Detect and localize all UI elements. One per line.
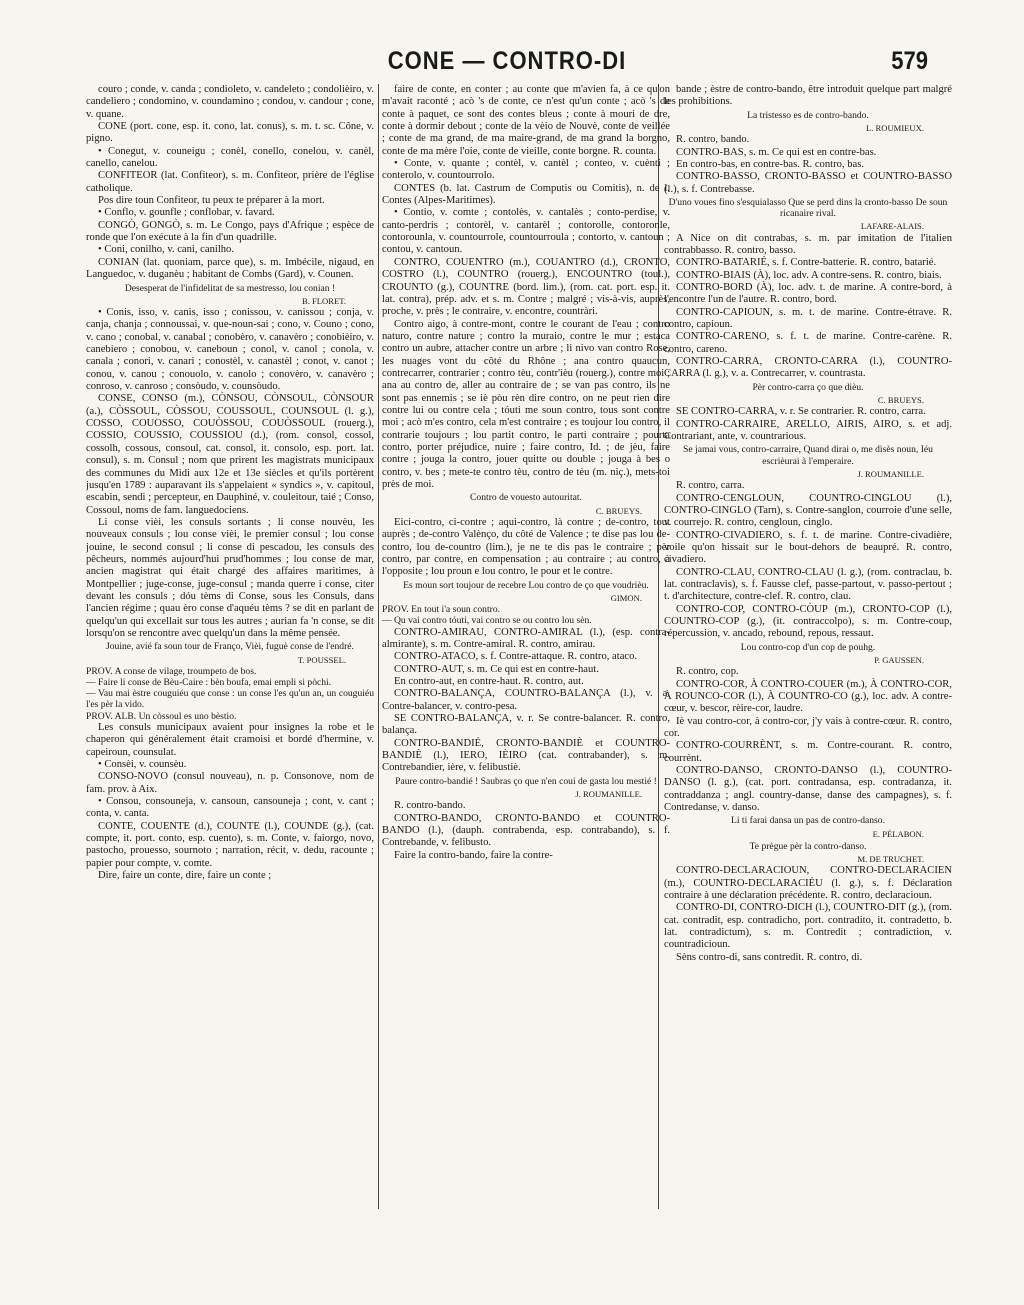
- entry-paragraph: SE CONTRO-CARRA, v. r. Se contrarier. R. contro, carra.: [676, 406, 926, 418]
- entry-paragraph: CONTRO-CARRAIRE, ARELLO, AIRIS, AIRO, s. et adj. Contrariant, ante, v. countrarious.: [664, 418, 952, 443]
- proverb: — Vau mai èstre couguiéu que conse : un conse l'es qu'un an, un couguiéu l'es pèr la vido.: [86, 688, 374, 711]
- entry-paragraph: CONTRO-CAPIOUN, s. m. t. de marine. Contre-étrave. R. contro, capioun.: [664, 306, 952, 331]
- entry-paragraph: CONTRO-CIVADIERO, s. f. t. de marine. Contre-civadière, voile qu'on hissait sur le bout-dehors de beaupré. R. contro, civadiero.: [664, 529, 952, 566]
- quotation: Li ti farai dansa un pas de contro-danso.: [731, 815, 885, 827]
- entry-paragraph: CONTRO-BALANÇA, COUNTRO-BALANÇA (l.), v. a. Contre-balancer, v. contro-pesa.: [382, 688, 670, 712]
- entry-paragraph: Li conse vièi, les consuls sortants ; li conse nouvèu, les nouveaux consuls ; lou conse vièi, le premier consul ; lou conse jouine, le second consul ; li conse di pescadou, les consuls des pêcheurs, nommés aujourd'hui prud'hommes ; lou conse de mar, ancien magistrat qui était chargé des affaires maritimes, à Montpellier ; juge-conse, juge-consul ; manda querre i conse, citer devant les consuls ; dóu tèms di Conse, sous les Consuls, dans l'ancien régime ; quau èro conse d'aquéu tèms ? se dit en parlant de quelqu'un qui excellait sur tous les autres ; aurian fa 'n conse, se dit lorsqu'on se rencontre avec quelqu'un dans la même pensée.: [86, 516, 374, 639]
- quotation-author: E. PÉLABON.: [872, 828, 924, 839]
- entry-paragraph: bande ; èstre de contro-bando, être introduit quelque part malgré les prohibitions.: [664, 84, 952, 108]
- entry-paragraph: faire de conte, en conter ; au conte que m'avien fa, à ce qu'on m'avait raconté ; acò 's de conte, ce n'est qu'un conte ; acò 's de conte à paquet, ce sont des contes bleus ; conte à mouri de dre, conte à dormir debout ; conte de la vèio de Nouvè, conte de veillée ; conte de ma grand, de ma maire-grand, de ma grand la borgno, conte de ma mère l'oie, conte de vieille, conte borgne. R. counta.: [382, 84, 670, 157]
- quotation-author: C. BRUEYS.: [595, 505, 642, 516]
- entry-paragraph: • Coni, conilho, v. cani, canilho.: [98, 244, 235, 256]
- entry-paragraph: Contro aigo, à contre-mont, contre le courant de l'eau ; contro naturo, contre nature ; contro la muraio, contre le mur ; estaca contro un aubre, attacher contre un arbre ; li nivo van contro Rose, les nuages vont du côté du Rhône ; ana contro quaucun, contrecarrer, contrarier ; contro tèu, contr'ièu (rouerg.), contre moi ; ana au contro de, aller au contraire de ; se van pas contro, ils ne sont pas ennemis ; se iè pòu rèn dire contro, on ne peut rien dire contre lui ou contre cela ; tóuti me soun contro, tous sont contre moi ; acò m'es contro, cela m'est contraire ; es toujour lou contro, il contrarie toujours ; lou partit contro, le parti contraire ; pourta contro, porter préjudice, nuire ; faire contro, Id. ; de jèu, faire contre ; jouga la contro, jouer quitte ou double ; jouga à bes o contro, v. bes ; mete-te contro tèu, contro de tèu (m. niç.), mets-toi près de moi.: [382, 318, 670, 490]
- proverb: PROV. ALB. Un còssoul es uno bèstio.: [86, 710, 237, 722]
- entry-paragraph: • Conis, isso, v. canis, isso ; conissou, v. canissou ; conja, v. canja, chanja ; connoussai, v. que-noun-sai ; cono, v. Couno ; cono, v. cano ; conobal, v. canabal ; conobèro, v. canavèro ; conobièiro, v. canebiero ; conobou, v. caneboun ; conol, v. canol ; conola, v. canala ; conori, v. canari ; conostèl, v. canastèl ; conot, v. canot ; conou, v. canou ; conouolo, v. canolo ; conovèro, v. canavèro ; conroso, v. canroso ; consòudo, v. counsòudo.: [86, 307, 374, 393]
- entry-paragraph: CONTRO-AMIRAU, CONTRO-AMIRAL (l.), (esp. contra-almirante), s. m. Contre-amiral. R. contro, amirau.: [382, 626, 670, 650]
- entry-paragraph: CONTRO-BANDO, CRONTO-BANDO et COUNTRO-BANDO (l.), (dauph. contrabenda, esp. contrabando), s. f. Contrebande, v. felibusto.: [382, 812, 670, 849]
- entry-paragraph: CONTRO-CENGLOUN, COUNTRO-CINGLOU (l.), CONTRO-CINGLO (Tarn), s. Contre-sanglon, courroie d'une selle, v. courrejo. R. contro, cengloun, cinglo.: [664, 492, 952, 529]
- entry-paragraph: CONTES (b. lat. Castrum de Computis ou Comitis), n. de l. Contes (Alpes-Maritimes).: [382, 182, 670, 207]
- entry-paragraph: En contro-aut, en contre-haut. R. contro, aut.: [394, 675, 584, 687]
- entry-paragraph: CONTRO-DANSO, CRONTO-DANSO (l.), COUNTRO-DANSO (l. g.), (cat. port. contradansa, esp. contradanza, it. contraddanza ; angl. country-danse, danse des campagnes), s. f. Contredanse, v. danso.: [664, 764, 952, 813]
- quotation-author: P. GAUSSEN.: [874, 654, 924, 665]
- entry-paragraph: CONTRO-BORD (À), loc. adv. t. de marine. A contre-bord, à l'encontre l'un de l'autre. R. contro, bord.: [664, 282, 952, 306]
- quotation-author: J. ROUMANILLE.: [575, 788, 642, 799]
- column-1: [86, 84, 374, 1214]
- entry-paragraph: CONTRO-CLAU, CONTRO-CLAU (l. g.), (rom. contraclau, b. lat. contraclavis), s. f. Fausse clef, passe-partout, v. passo-pertout ; t. d'architecture, contre-clef. R. contro, clau.: [664, 566, 952, 603]
- quotation-author: L. ROUMIEUX.: [865, 122, 924, 133]
- entry-paragraph: CONTRO-ATACO, s. f. Contre-attaque. R. contro, ataco.: [394, 651, 638, 663]
- quotation: Es moun sort toujour de recebre Lou contro de ço que voudrièu.: [403, 579, 649, 591]
- entry-paragraph: CONTRO-AUT, s. m. Ce qui est en contre-haut.: [394, 663, 599, 675]
- running-head: CONE — CONTRO-DI: [387, 46, 627, 75]
- quotation: Se jamai vous, contro-carraire, Quand dirai o, me disès noun, Iéu escrièurai à l'emperaire.: [683, 444, 933, 467]
- entry-paragraph: CONGÒ, GONGÒ, s. m. Le Congo, pays d'Afrique ; espèce de ronde que l'on exécute à la fin d'un quadrille.: [86, 219, 374, 244]
- entry-paragraph: CONSO-NOVO (consul nouveau), n. p. Consonove, nom de fam. prov. à Aix.: [86, 771, 374, 795]
- entry-paragraph: CONE (port. cone, esp. it. cono, lat. conus), s. m. t. sc. Cône, v. pigno.: [86, 121, 374, 145]
- quotation-author: LAFARE-ALAIS.: [860, 221, 924, 232]
- entry-paragraph: CONTRO-DECLARACIOUN, CONTRO-DECLARACIEN (m.), COUNTRO-DECLARACIÉU (l. g.), s. f. Déclaration contraire à une déclaration précédente. R. contro, declaracioun.: [664, 865, 952, 902]
- column-2: [382, 84, 670, 1214]
- entry-paragraph: • Contio, v. comte ; contolès, v. cantalès ; conto-perdise, v. canto-perdris ; contorèl, v. cantarèl ; contorolle, contoronle, contorounla, v. countourrole, countourroula ; contorto, v. cantoun ; contou, v. cantoun.: [382, 207, 670, 256]
- entry-paragraph: • Consèi, v. counsèu.: [98, 758, 187, 770]
- entry-paragraph: CONTRO-BATARIÉ, s. f. Contre-batterie. R. contro, batarié.: [676, 257, 937, 269]
- entry-paragraph: Pos dire toun Confiteor, tu peux te préparer à la mort.: [98, 195, 325, 207]
- quotation: Jouine, avié fa soun tour de Franço, Vièi, fuguè conse de l'endré.: [106, 641, 354, 653]
- entry-paragraph: CONFITEOR (lat. Confiteor), s. m. Confiteor, prière de l'église catholique.: [86, 170, 374, 194]
- entry-paragraph: R. contro, cop.: [676, 666, 739, 678]
- proverb: — Faire li conse de Bèu-Caire : bèn boufa, emai empli si pòchi.: [86, 677, 332, 689]
- column-3: [664, 84, 952, 1214]
- entry-paragraph: CONTRO-COP, CONTRO-CÒUP (m.), CRONTO-COP (l.), COUNTRO-COP (g.), (it. contraccolpo), s. m. Contre-coup, répercussion, v. ancado, rebound, repous, ressaut.: [664, 603, 952, 640]
- quotation-author: M. DE TRUCHET.: [857, 854, 924, 865]
- entry-paragraph: Iè vau contro-cor, à contro-cor, j'y vais à contre-cœur. R. contro, cor.: [664, 715, 952, 739]
- entry-paragraph: couro ; conde, v. canda ; condioleto, v. candeleto ; condolièiro, v. candeliero ; condomino, v. coundamino ; condou, v. candour ; cone, v. quane.: [86, 84, 374, 120]
- entry-paragraph: R. contro-bando.: [394, 800, 466, 812]
- quotation: Te prègue pèr la contro-danso.: [749, 840, 867, 852]
- quotation: Pèr contro-carra ço que dièu.: [752, 381, 864, 393]
- entry-paragraph: CONTRO-BIAIS (À), loc. adv. A contre-sens. R. contro, biais.: [676, 269, 942, 281]
- quotation-author: J. ROUMANILLE.: [857, 468, 924, 479]
- entry-paragraph: SE CONTRO-BALANÇA, v. r. Se contre-balancer. R. contro, balança.: [382, 712, 670, 737]
- entry-paragraph: R. contro, carra.: [676, 480, 745, 492]
- column-rule-1: [378, 84, 379, 1209]
- quotation-author: C. BRUEYS.: [877, 395, 924, 406]
- quotation: Paure contro-bandié ! Saubras ço que n'en coui de gasta lou mestié !: [395, 775, 657, 787]
- proverb: — Qu vai contro tóuti, vai contro se ou contro lou sèn.: [382, 615, 592, 627]
- entry-paragraph: CONTRO-CARENO, s. f. t. de marine. Contre-carène. R. contro, careno.: [664, 331, 952, 355]
- entry-paragraph: • Conte, v. quante ; contèl, v. cantèl ; conteo, v. cuènti ; conterolo, v. countourrolo.: [382, 158, 670, 182]
- entry-paragraph: En contro-bas, en contre-bas. R. contro, bas.: [676, 158, 864, 170]
- entry-paragraph: Sèns contro-di, sans contredit. R. contro, di.: [676, 951, 863, 963]
- quotation-author: GIMON.: [610, 592, 642, 603]
- entry-paragraph: CONTRO-COURRÈNT, s. m. Contre-courant. R. contro, courrènt.: [664, 740, 952, 764]
- entry-paragraph: Faire la contro-bando, faire la contre-: [394, 849, 553, 861]
- quotation: Desesperat de l'infidelitat de sa mestresso, lou conian !: [124, 282, 336, 294]
- quotation: Contro de vouesto autouritat.: [470, 492, 582, 504]
- entry-paragraph: CONTRO-BAS, s. m. Ce qui est en contre-bas.: [676, 146, 877, 158]
- quotation: D'uno voues fino s'esquialasso Que se perd dins la cronto-basso De soun ricanaire rival.: [668, 196, 948, 220]
- entry-paragraph: CONTRO-COR, À CONTRO-COUER (m.), À CONTRO-COR, À ROUNCO-COR (l.), À COUNTRO-CO (g.), loc. adv. A contre-cœur, v. bescor, rèire-cor, laudre.: [664, 678, 952, 715]
- proverb: PROV. A conse de vilage, troumpeto de bos.: [86, 665, 257, 677]
- entry-paragraph: CONTRO-BANDIÉ, CRONTO-BANDIÈ et COUNTRO-BANDIÈ (l.), IERO, IÈIRO (cat. contrabander), s. m. Contrebandier, ière, v. felibustiè.: [382, 737, 670, 774]
- entry-paragraph: A Nice on dit contrabas, s. m. par imitation de l'italien contrabbasso. R. contro, basso.: [664, 232, 952, 257]
- entry-paragraph: CONTRO-CARRA, CRONTO-CARRA (l.), COUNTRO-CARRA (l. g.), v. a. Contrecarrer, v. countrasta.: [664, 356, 952, 380]
- entry-paragraph: Les consuls municipaux avaient pour insignes la robe et le chaperon qui généralement était cramoisi et bordé d'hermine, v. capeiroun, counsulat.: [86, 721, 374, 758]
- entry-paragraph: CONTRO-DI, CONTRO-DICH (l.), COUNTRO-DIT (g.), (rom. cat. contradit, esp. contradicho, port. contradito, it. contradetto, b. lat. contradictum), s. m. Contredit ; contradiction, v. countradicioun.: [664, 902, 952, 951]
- entry-paragraph: Eici-contro, ci-contre ; aqui-contro, là contre ; de-contro, tout auprès ; de-contro Valènço, du côté de Valence ; te dise pas lou de-contro, lou de-countro (lim.), je ne te dis pas le contraire ; pèr contro, par contre, en compensation ; au contraire ; au contro, à l'opposite ; lou proun e lou contro, le pour et le contre.: [382, 516, 670, 578]
- entry-paragraph: CONTRO, COUENTRO (m.), COUANTRO (d.), CRONTO, COSTRO (l.), COUNTRO (rouerg.), ENCOUNTRO (toul.), CROUNTO (g.), COUNTRE (bord. lim.), (rom. cat. port. esp. it. lat. contra), prép. adv. et s. m. Contre ; malgré ; vis-à-vis, auprès, proche, v. près ; le contraire, v. encontre, countràri.: [382, 256, 670, 318]
- entry-paragraph: • Conflo, v. gounfle ; conflobar, v. favard.: [98, 207, 275, 219]
- proverb: PROV. En tout i'a soun contro.: [382, 604, 501, 616]
- page-header: [86, 48, 928, 78]
- entry-paragraph: Dire, faire un conte, dire, faire un conte ;: [98, 870, 272, 882]
- quotation-author: T. POUSSEL.: [297, 654, 346, 665]
- entry-paragraph: CONTRO-BASSO, CRONTO-BASSO et COUNTRO-BASSO (l.), s. f. Contrebasse.: [664, 171, 952, 195]
- quotation: Lou contro-cop d'un cop de pouhg.: [740, 641, 876, 653]
- entry-paragraph: CONIAN (lat. quoniam, parce que), s. m. Imbécile, nigaud, en Languedoc, v. duganèu ; habitant de Combs (Gard), v. Counen.: [86, 256, 374, 281]
- entry-paragraph: R. contro, bando.: [676, 134, 750, 146]
- entry-paragraph: CONSE, CONSO (m.), CÒNSOU, CÒNSOUL, CÒNSOUR (a.), CÒSSOUL, CÒSSOU, COUSSOUL, COUNSOUL (l. g.), COSSO, COUOSSO, COUÒSSOU, COUÒSSOUL (rouerg.), COSSIO, COUSSIO, COUSSIOU (d.), (rom. consol, cossol, cossolh, cossous, consoul, cat. consol, it. consolo, esp. port. lat. consul), s. m. Consul ; nom que prirent les magistrats municipaux des communes du Midi aux 12e et 13e siècles et qu'ils portèrent jusqu'en 1789 : auparavant ils s'appelaient « syndics », v. capitoul, escabin, sendi ; percepteur, en Dauphiné, v. couleitour, taié ; Conso, Cossoul, noms de fam. languedociens.: [86, 393, 374, 516]
- quotation-author: B. FLORET.: [301, 295, 346, 306]
- quotation: La tristesso es de contro-bando.: [747, 109, 869, 121]
- entry-paragraph: • Conegut, v. couneigu ; conèl, conello, conelou, v. canèl, canello, canelou.: [86, 145, 374, 170]
- entry-paragraph: CONTE, COUENTE (d.), COUNTE (l.), COUNDE (g.), (cat. compte, it. port. conto, esp. cuento), s. m. Conte, v. faiorgo, novo, pastocho, prouesso, sournoto ; narration, récit, v. dedu, racounte ; papier pour compte, v. comte.: [86, 820, 374, 869]
- entry-paragraph: • Consou, consouneja, v. cansoun, cansouneja ; cont, v. cant ; conta, v. canta.: [86, 795, 374, 820]
- page-number: 579: [891, 46, 928, 75]
